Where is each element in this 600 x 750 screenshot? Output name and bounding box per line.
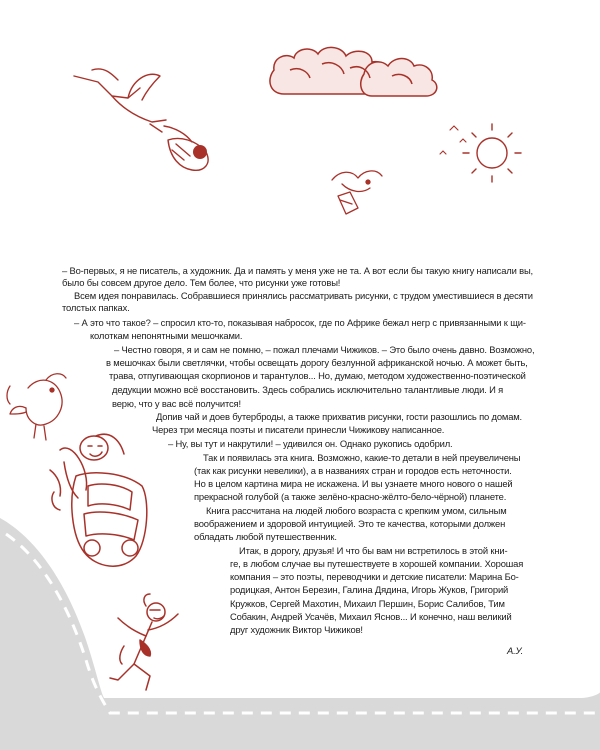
paragraph-line: Книга рассчитана на людей любого возраста с крепким умом, сильным bbox=[206, 505, 507, 516]
paragraph-line: в мешочках были светлячки, чтобы освещать дорогу безлунной африканской ночью. А может быть, bbox=[106, 357, 528, 368]
clouds-icon bbox=[270, 47, 437, 96]
parrot-icon bbox=[7, 374, 66, 440]
paragraph-line: – А это что такое? – спросил кто-то, показывая набросок, где по Африке бежал негр с привязанными к щи- bbox=[74, 317, 526, 328]
paragraph-line: компания – это поэты, переводчики и детские писатели: Марина Бо- bbox=[230, 571, 519, 582]
paragraph-line: друг художник Виктор Чижиков! bbox=[230, 624, 363, 635]
paragraph-line: Допив чай и доев бутерброды, а также прихватив рисунки, гости разошлись по домам. bbox=[156, 411, 523, 422]
stork-carrying-baby-icon bbox=[74, 69, 208, 170]
sun-icon bbox=[463, 124, 521, 182]
paragraph-line: дедукции можно всё восстановить. Здесь собрались исключительно талантливые люди. И я bbox=[112, 384, 504, 395]
paragraph-line: Так и появилась эта книга. Возможно, какие-то детали в ней преувеличены bbox=[203, 452, 521, 463]
paragraph-line: – Во-первых, я не писатель, а художник. Да и память у меня уже не та. А вот если бы такую книгу написали вы, bbox=[62, 265, 533, 276]
paragraph-line: Кружков, Сергей Махотин, Михаил Першин, Борис Салибов, Тим bbox=[230, 598, 505, 609]
bird-with-letter-icon bbox=[332, 171, 382, 214]
paragraph-line: Но в целом картина мира не искажена. И вы узнаете много нового о нашей bbox=[194, 478, 513, 489]
paragraph-line: Итак, в дорогу, друзья! И что бы вам ни встретилось в этой кни- bbox=[239, 545, 508, 556]
running-man-icon bbox=[110, 594, 178, 690]
paragraph-line: прекрасной голубой (а также зелёно-красно-жёлто-бело-чёрной) планете. bbox=[194, 491, 507, 502]
paragraph-line: Всем идея понравилась. Собравшиеся принялись рассматривать рисунки, с трудом уместившиеся в десяти bbox=[74, 290, 533, 301]
paragraph-line: было бы совсем другое дело. Тем более, что рисунки уже готовы! bbox=[62, 277, 341, 288]
paragraph-line: – Ну, вы тут и накрутили! – удивился он. Однако рукопись одобрил. bbox=[168, 438, 453, 449]
paragraph-line: – Честно говоря, я и сам не помню, – пожал плечами Чижиков. – Это было очень давно. Возможно, bbox=[114, 344, 535, 355]
paragraph-line: колоткам непонятными мешочками. bbox=[90, 330, 243, 341]
paragraph-line: ге, в любом случае вы путешествуете в хорошей компании. Хорошая bbox=[230, 558, 524, 569]
paragraph-line: трава, отпугивающая скорпионов и тарантулов... Но, думаю, методом художественно-поэтической bbox=[109, 370, 526, 381]
paragraph-line: (так как рисунки невелики), а в названиях стран и городов есть неточности. bbox=[194, 465, 512, 476]
distant-birds-icon bbox=[440, 126, 466, 154]
author-signature: А.У. bbox=[507, 645, 524, 656]
paragraph-line: родицкая, Антон Березин, Галина Дядина, Игорь Жуков, Григорий bbox=[230, 584, 509, 595]
paragraph-line: обладать любой путешественник. bbox=[194, 531, 337, 542]
paragraph-line: Через три месяца поэты и писатели принесли Чижикову написанное. bbox=[152, 424, 445, 435]
paragraph-line: Собакин, Андрей Усачёв, Михаил Яснов... И конечно, наш великий bbox=[230, 611, 512, 622]
man-with-car-icon bbox=[50, 434, 147, 566]
paragraph-line: воображением и здоровой интуицией. Это те качества, которыми должен bbox=[194, 518, 506, 529]
paragraph-line: толстых папках. bbox=[62, 302, 130, 313]
paragraph-line: верю, что у вас всё получится! bbox=[112, 398, 241, 409]
